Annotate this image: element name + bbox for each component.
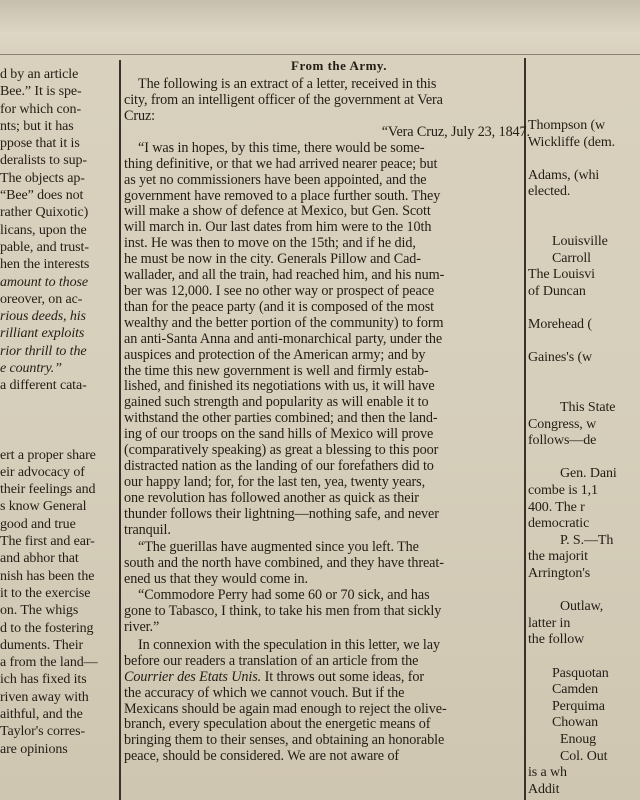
right-column-line: Wickliffe (dem. xyxy=(528,134,616,150)
right-column-line: 400. The r xyxy=(528,499,585,515)
left-column-line: The first and ear- xyxy=(0,534,95,550)
left-column-line: and abhor that xyxy=(0,551,79,567)
right-column-line: Louisville xyxy=(552,234,608,250)
right-column-line xyxy=(528,218,640,235)
article-line: The following is an extract of a letter, received in this xyxy=(138,76,437,93)
right-column-line xyxy=(528,367,640,384)
right-column-line: follows—de xyxy=(528,433,597,449)
article-line: south and the north have combined, and they have threat- xyxy=(124,555,444,572)
right-column-line: Arrington's xyxy=(528,566,591,582)
left-column-line: rious deeds, his xyxy=(0,309,86,325)
right-column-line: elected. xyxy=(528,184,571,200)
right-column-line xyxy=(528,151,640,168)
article-line: Mexicans should be again mad enough to reject the olive- xyxy=(124,700,447,717)
article-line: as yet no commissioners have been appointed, and the xyxy=(124,171,427,188)
left-column-line: Taylor's corres- xyxy=(0,724,86,740)
article-line: an anti-Santa Anna and anti-monarchical party, under the xyxy=(124,330,443,347)
left-column-line: hen the interests xyxy=(0,257,90,273)
right-column-line xyxy=(528,301,640,318)
right-column-line: P. S.—Th xyxy=(560,532,614,548)
left-column-line: The objects ap- xyxy=(0,170,85,186)
article-line: thing definitive, or that we had arrived nearer peace; but xyxy=(124,155,438,172)
right-column-line xyxy=(528,334,640,351)
right-column-line: latter in xyxy=(528,615,571,631)
article-line: the time this new government is well and firmly estab- xyxy=(124,362,429,379)
article-line: city, from an intelligent officer of the government at Vera xyxy=(124,92,443,109)
article-line: distracted nation as the landing of our forefathers did to xyxy=(124,457,434,474)
article-line: “Commodore Perry had some 60 or 70 sick, and has xyxy=(138,587,430,604)
left-column-line: a different cata- xyxy=(0,378,87,394)
left-column-line: amount to those xyxy=(0,274,88,290)
article-line: wallader, and all the train, had reached him, and his num- xyxy=(124,267,445,284)
right-column-line: Addit xyxy=(528,781,560,797)
article-line: before our readers a translation of an article from the xyxy=(124,652,419,669)
article-line: branch, every speculation about the energetic means of xyxy=(124,716,431,733)
right-column xyxy=(528,118,640,798)
right-column-line: Perquima xyxy=(552,698,605,714)
article-line: the accuracy of which we cannot vouch. But if the xyxy=(124,684,405,701)
left-column-line xyxy=(0,412,118,429)
right-column-line: Congress, w xyxy=(528,416,597,432)
article-line: peace, should be considered. We are not aware of xyxy=(124,748,400,765)
right-column-line: Thompson (w xyxy=(528,118,606,133)
left-column-line: e country.” xyxy=(0,361,62,377)
left-column-line: their feelings and xyxy=(0,482,96,498)
left-column-line: ert a proper share xyxy=(0,447,96,463)
article-line: auspices and protection of the American army; and by xyxy=(124,346,426,363)
right-column-line xyxy=(528,450,640,467)
article-line: Cruz: xyxy=(124,108,156,125)
right-column-line: Col. Out xyxy=(560,748,608,764)
right-column-line: is a wh xyxy=(528,765,567,781)
left-column-line: aithful, and the xyxy=(0,706,83,722)
left-column-line: a from the land— xyxy=(0,655,98,671)
article-body xyxy=(124,77,554,765)
right-column-line xyxy=(528,384,640,401)
article-line: withstand the other parties combined; and then the land- xyxy=(124,410,438,427)
article-line: (comparatively speaking) as great a blessing to this poor xyxy=(124,442,439,459)
article-line-rest: It throws out some ideas, for xyxy=(261,668,425,685)
right-column-line: Outlaw, xyxy=(560,599,604,615)
left-column-line: good and true xyxy=(0,516,76,532)
right-column-line: combe is 1,1 xyxy=(528,483,598,499)
article-line: will make a show of defence at Mexico, but Gen. Scott xyxy=(124,203,431,220)
left-column-line: rior thrill to the xyxy=(0,343,87,359)
right-column-line: This State xyxy=(560,400,616,416)
left-column-line: ppose that it is xyxy=(0,136,80,152)
right-column-line xyxy=(528,583,640,600)
left-column-line: d to the fostering xyxy=(0,620,94,636)
article-line: than for the peace party (and it is composed of the most xyxy=(124,298,434,315)
right-column-line: of Duncan xyxy=(528,283,586,299)
article-line: ing of our troops on the sand hills of Mexico will prove xyxy=(124,426,434,443)
article-line: In connexion with the speculation in this letter, we lay xyxy=(138,636,440,653)
article-line: bringing them to their senses, and obtaining an honorable xyxy=(124,732,445,749)
left-column-line: d by an article xyxy=(0,67,79,82)
left-column-line: s know General xyxy=(0,499,87,515)
article-line: “Vera Cruz, July 23, 1847. xyxy=(381,123,530,140)
left-column-line: deralists to sup- xyxy=(0,153,87,169)
article-line: “The guerillas have augmented since you left. The xyxy=(138,539,419,556)
article-line: lished, and finished its negotiations with us, it will have xyxy=(124,378,435,395)
left-column-line: riven away with xyxy=(0,689,89,705)
left-column-line: licans, upon the xyxy=(0,222,87,238)
left-column-line: nts; but it has xyxy=(0,118,74,134)
article-heading: From the Army. xyxy=(291,58,387,73)
article-line: tranquil. xyxy=(124,521,171,538)
left-column-line: ich has fixed its xyxy=(0,672,87,688)
top-rule xyxy=(0,54,640,55)
article-line xyxy=(124,670,554,686)
right-column-line: the majorit xyxy=(528,549,588,565)
article-line: will march in. Our last dates from him were to the 10th xyxy=(124,219,432,236)
right-column-line xyxy=(528,649,640,666)
left-column-line: rilliant exploits xyxy=(0,326,85,342)
right-column-line: Gaines's (w xyxy=(528,350,593,366)
article-line: our happy land; for, for the last ten, yea, twenty years, xyxy=(124,473,426,490)
left-column-line: rather Quixotic) xyxy=(0,205,89,221)
article-line: “I was in hopes, by this time, there would be some- xyxy=(138,139,425,156)
left-column-line: are opinions xyxy=(0,741,68,757)
left-column-line xyxy=(0,395,118,412)
left-column-line: pable, and trust- xyxy=(0,239,89,255)
article-line: river.” xyxy=(124,619,160,636)
right-column-line: Gen. Dani xyxy=(560,466,617,482)
right-column-line: Enoug xyxy=(560,731,597,747)
column-rule-left xyxy=(119,60,121,800)
left-column-line: it to the exercise xyxy=(0,585,91,601)
right-column-line: Morehead ( xyxy=(528,317,592,333)
article-line: wealthy and the better portion of the community) to form xyxy=(124,314,444,331)
article-line: one revolution has followed another as quick as their xyxy=(124,489,419,506)
left-column xyxy=(0,66,118,758)
article-line: inst. He was then to move on the 15th; and if he did, xyxy=(124,235,416,252)
article-line: ened us that they would come in. xyxy=(124,571,308,588)
right-column-line: democratic xyxy=(528,516,590,532)
left-column-line: oreover, on ac- xyxy=(0,291,83,307)
left-column-line xyxy=(0,429,118,446)
right-column-line: Chowan xyxy=(552,715,599,731)
right-column-line xyxy=(528,201,640,218)
right-column-line: Pasquotan xyxy=(552,665,609,681)
article-line: thunder follows their lightning—nothing safe, and never xyxy=(124,505,439,522)
left-column-line: eir advocacy of xyxy=(0,464,85,480)
page-top-edge xyxy=(0,0,640,56)
right-column-line: the follow xyxy=(528,632,585,648)
right-column-line: Camden xyxy=(552,682,599,698)
left-column-line: nish has been the xyxy=(0,568,95,584)
right-column-line: Adams, (whi xyxy=(528,167,600,183)
article-column xyxy=(124,58,554,765)
left-column-line: “Bee” does not xyxy=(0,188,84,204)
article-line: he must be now in the city. Generals Pillow and Cad- xyxy=(124,251,421,268)
left-column-line: for which con- xyxy=(0,101,82,117)
journal-title: Courrier des Etats Unis. xyxy=(124,668,262,685)
article-line: government have removed to a place further south. They xyxy=(124,187,441,204)
right-column-line: Carroll xyxy=(552,250,591,266)
right-column-line: The Louisvi xyxy=(528,267,595,283)
article-line: ber was 12,000. I see no other way or prospect of peace xyxy=(124,282,435,299)
left-column-line: Bee.” It is spe- xyxy=(0,84,82,100)
left-column-line: on. The whigs xyxy=(0,603,79,619)
article-line: gained such strength and popularity as will enable it to xyxy=(124,394,429,411)
left-column-line: duments. Their xyxy=(0,637,84,653)
article-line: gone to Tabasco, I think, to take his men from that sickly xyxy=(124,603,442,620)
